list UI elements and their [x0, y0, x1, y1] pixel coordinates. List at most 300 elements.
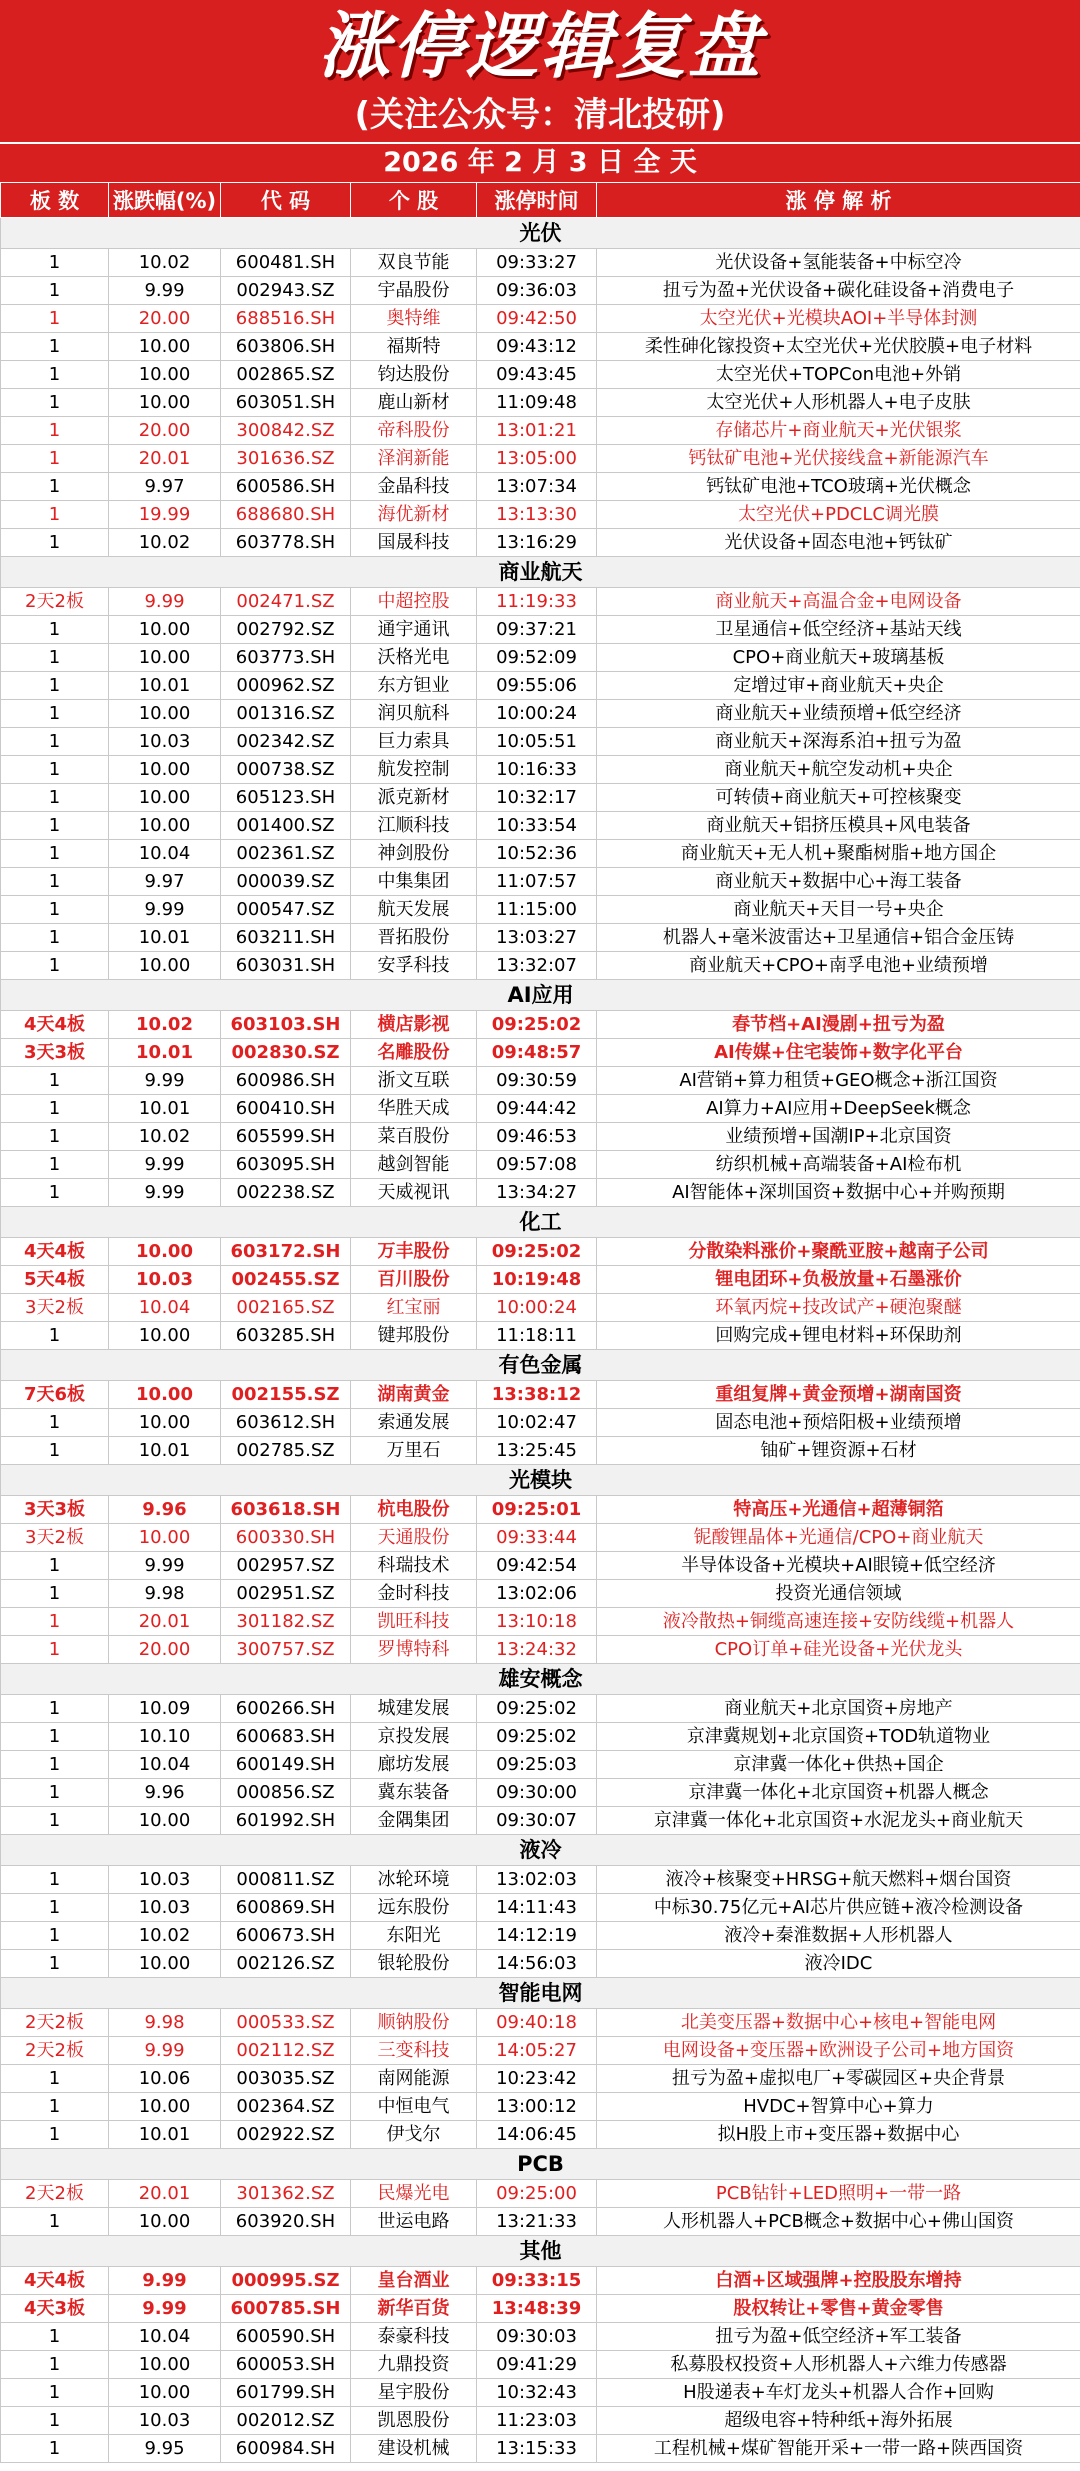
table-row — [1, 896, 1080, 924]
limit-time-cell: 13:48:39 — [477, 2295, 597, 2323]
section-title: AI应用 — [1, 980, 1080, 1011]
code-cell: 603778.SH — [221, 529, 351, 557]
limit-time-cell: 09:30:07 — [477, 1807, 597, 1835]
table-row — [1, 1723, 1080, 1751]
section-title: 雄安概念 — [1, 1664, 1080, 1695]
boards-cell: 1 — [1, 2351, 109, 2379]
header-limit-time: 涨停时间 — [477, 183, 597, 218]
change-pct-cell: 10.03 — [109, 728, 221, 756]
section-header-row — [1, 1350, 1080, 1381]
boards-cell: 1 — [1, 2093, 109, 2121]
change-pct-cell: 9.99 — [109, 2295, 221, 2323]
table-row — [1, 2435, 1080, 2463]
change-pct-cell: 9.96 — [109, 1779, 221, 1807]
limit-time-cell: 09:37:21 — [477, 616, 597, 644]
table-row — [1, 1950, 1080, 1978]
analysis-cell: 液冷散热+铜缆高速连接+安防线缆+机器人 — [597, 1608, 1080, 1636]
change-pct-cell: 10.02 — [109, 249, 221, 277]
stock-name-cell: 伊戈尔 — [351, 2121, 477, 2149]
table-row — [1, 2267, 1080, 2295]
change-pct-cell: 10.00 — [109, 1524, 221, 1552]
table-row — [1, 2009, 1080, 2037]
table-row — [1, 445, 1080, 473]
table-row — [1, 1552, 1080, 1580]
stock-name-cell: 城建发展 — [351, 1695, 477, 1723]
boards-cell: 1 — [1, 952, 109, 980]
table-row — [1, 1381, 1080, 1409]
stock-name-cell: 星宇股份 — [351, 2379, 477, 2407]
change-pct-cell: 9.97 — [109, 868, 221, 896]
stock-name-cell: 凯旺科技 — [351, 1608, 477, 1636]
change-pct-cell: 10.00 — [109, 389, 221, 417]
table-row — [1, 616, 1080, 644]
table-row — [1, 2323, 1080, 2351]
stock-name-cell: 金时科技 — [351, 1580, 477, 1608]
limit-time-cell: 13:15:33 — [477, 2435, 597, 2463]
table-row — [1, 1266, 1080, 1294]
change-pct-cell: 10.00 — [109, 333, 221, 361]
analysis-cell: 电网设备+变压器+欧洲设子公司+地方国资 — [597, 2037, 1080, 2065]
stock-name-cell: 凯恩股份 — [351, 2407, 477, 2435]
section-header-row — [1, 1207, 1080, 1238]
section-title: 光伏 — [1, 218, 1080, 249]
code-cell: 002471.SZ — [221, 588, 351, 616]
analysis-cell: 扭亏为盈+光伏设备+碳化硅设备+消费电子 — [597, 277, 1080, 305]
stock-name-cell: 双良节能 — [351, 249, 477, 277]
table-row — [1, 924, 1080, 952]
analysis-cell: H股递表+车灯龙头+机器人合作+回购 — [597, 2379, 1080, 2407]
change-pct-cell: 9.99 — [109, 1179, 221, 1207]
boards-cell: 1 — [1, 756, 109, 784]
analysis-cell: HVDC+智算中心+算力 — [597, 2093, 1080, 2121]
analysis-cell: 特高压+光通信+超薄铜箔 — [597, 1496, 1080, 1524]
table-row — [1, 2093, 1080, 2121]
boards-cell: 1 — [1, 249, 109, 277]
date-bar: 2026 年 2 月 3 日 全 天 — [0, 142, 1080, 182]
stock-name-cell: 金晶科技 — [351, 473, 477, 501]
limit-time-cell: 09:42:50 — [477, 305, 597, 333]
boards-cell: 4天4板 — [1, 1238, 109, 1266]
stock-name-cell: 泽润新能 — [351, 445, 477, 473]
section-header-row — [1, 1465, 1080, 1496]
limit-time-cell: 13:02:03 — [477, 1866, 597, 1894]
section-header-row — [1, 218, 1080, 249]
code-cell: 000811.SZ — [221, 1866, 351, 1894]
analysis-cell: 京津冀一体化+北京国资+水泥龙头+商业航天 — [597, 1807, 1080, 1835]
table-row — [1, 473, 1080, 501]
limit-time-cell: 09:25:02 — [477, 1723, 597, 1751]
boards-cell: 1 — [1, 2379, 109, 2407]
analysis-cell: 京津冀规划+北京国资+TOD轨道物业 — [597, 1723, 1080, 1751]
limit-time-cell: 13:07:34 — [477, 473, 597, 501]
boards-cell: 1 — [1, 868, 109, 896]
code-cell: 603172.SH — [221, 1238, 351, 1266]
boards-cell: 1 — [1, 812, 109, 840]
analysis-cell: 太空光伏+TOPCon电池+外销 — [597, 361, 1080, 389]
boards-cell: 1 — [1, 1552, 109, 1580]
change-pct-cell: 10.00 — [109, 1381, 221, 1409]
limit-time-cell: 09:25:03 — [477, 1751, 597, 1779]
change-pct-cell: 10.00 — [109, 700, 221, 728]
section-title: 商业航天 — [1, 557, 1080, 588]
limit-time-cell: 09:52:09 — [477, 644, 597, 672]
limit-time-cell: 09:25:02 — [477, 1238, 597, 1266]
change-pct-cell: 10.01 — [109, 1039, 221, 1067]
section-header-row — [1, 980, 1080, 1011]
boards-cell: 1 — [1, 1580, 109, 1608]
limit-time-cell: 11:09:48 — [477, 389, 597, 417]
analysis-cell: 白酒+区域强牌+控股股东增持 — [597, 2267, 1080, 2295]
table-row — [1, 1238, 1080, 1266]
change-pct-cell: 10.04 — [109, 840, 221, 868]
stock-name-cell: 越剑智能 — [351, 1151, 477, 1179]
stock-name-cell: 科瑞技术 — [351, 1552, 477, 1580]
change-pct-cell: 10.01 — [109, 924, 221, 952]
boards-cell: 1 — [1, 1779, 109, 1807]
change-pct-cell: 20.00 — [109, 1636, 221, 1664]
limit-time-cell: 09:30:03 — [477, 2323, 597, 2351]
change-pct-cell: 10.00 — [109, 812, 221, 840]
boards-cell: 2天2板 — [1, 2037, 109, 2065]
stock-name-cell: 三变科技 — [351, 2037, 477, 2065]
limit-time-cell: 09:57:08 — [477, 1151, 597, 1179]
code-cell: 301362.SZ — [221, 2180, 351, 2208]
boards-cell: 1 — [1, 1095, 109, 1123]
analysis-cell: 回购完成+锂电材料+环保助剂 — [597, 1322, 1080, 1350]
limit-time-cell: 09:25:00 — [477, 2180, 597, 2208]
stock-name-cell: 帝科股份 — [351, 417, 477, 445]
limit-time-cell: 14:05:27 — [477, 2037, 597, 2065]
stock-name-cell: 红宝丽 — [351, 1294, 477, 1322]
code-cell: 002238.SZ — [221, 1179, 351, 1207]
header-code: 代 码 — [221, 183, 351, 218]
analysis-cell: 北美变压器+数据中心+核电+智能电网 — [597, 2009, 1080, 2037]
code-cell: 000039.SZ — [221, 868, 351, 896]
boards-cell: 1 — [1, 417, 109, 445]
change-pct-cell: 10.03 — [109, 1866, 221, 1894]
header-analysis: 涨 停 解 析 — [597, 183, 1080, 218]
table-row — [1, 1437, 1080, 1465]
stock-name-cell: 冀东装备 — [351, 1779, 477, 1807]
boards-cell: 1 — [1, 277, 109, 305]
boards-cell: 7天6板 — [1, 1381, 109, 1409]
boards-cell: 1 — [1, 305, 109, 333]
change-pct-cell: 10.04 — [109, 1751, 221, 1779]
stock-name-cell: 东方钽业 — [351, 672, 477, 700]
code-cell: 002943.SZ — [221, 277, 351, 305]
table-row — [1, 672, 1080, 700]
section-header-row — [1, 1835, 1080, 1866]
limit-time-cell: 13:34:27 — [477, 1179, 597, 1207]
code-cell: 002455.SZ — [221, 1266, 351, 1294]
limit-time-cell: 09:40:18 — [477, 2009, 597, 2037]
change-pct-cell: 10.00 — [109, 756, 221, 784]
boards-cell: 1 — [1, 672, 109, 700]
boards-cell: 1 — [1, 728, 109, 756]
code-cell: 600266.SH — [221, 1695, 351, 1723]
analysis-cell: 环氧丙烷+技改试产+硬泡聚醚 — [597, 1294, 1080, 1322]
table-row — [1, 1807, 1080, 1835]
code-cell: 301636.SZ — [221, 445, 351, 473]
limit-time-cell: 14:56:03 — [477, 1950, 597, 1978]
stock-name-cell: 通宇通讯 — [351, 616, 477, 644]
limit-time-cell: 13:01:21 — [477, 417, 597, 445]
boards-cell: 1 — [1, 1636, 109, 1664]
banner — [0, 0, 1080, 142]
table-row — [1, 1524, 1080, 1552]
change-pct-cell: 9.95 — [109, 2435, 221, 2463]
table-row — [1, 1095, 1080, 1123]
analysis-cell: 钙钛矿电池+TCO玻璃+光伏概念 — [597, 473, 1080, 501]
code-cell: 603285.SH — [221, 1322, 351, 1350]
analysis-cell: 锂电团环+负极放量+石墨涨价 — [597, 1266, 1080, 1294]
boards-cell: 1 — [1, 1608, 109, 1636]
code-cell: 002865.SZ — [221, 361, 351, 389]
stock-name-cell: 天威视讯 — [351, 1179, 477, 1207]
limit-time-cell: 10:16:33 — [477, 756, 597, 784]
analysis-cell: AI营销+算力租赁+GEO概念+浙江国资 — [597, 1067, 1080, 1095]
stock-name-cell: 中超控股 — [351, 588, 477, 616]
boards-cell: 3天2板 — [1, 1524, 109, 1552]
table-row — [1, 1922, 1080, 1950]
analysis-cell: 商业航天+深海系泊+扭亏为盈 — [597, 728, 1080, 756]
section-header-row — [1, 1978, 1080, 2009]
code-cell: 600986.SH — [221, 1067, 351, 1095]
limit-time-cell: 09:33:15 — [477, 2267, 597, 2295]
limit-time-cell: 09:42:54 — [477, 1552, 597, 1580]
code-cell: 600149.SH — [221, 1751, 351, 1779]
stock-name-cell: 钧达股份 — [351, 361, 477, 389]
analysis-cell: 固态电池+预焙阳极+业绩预增 — [597, 1409, 1080, 1437]
boards-cell: 1 — [1, 361, 109, 389]
change-pct-cell: 20.00 — [109, 305, 221, 333]
boards-cell: 1 — [1, 2323, 109, 2351]
stock-name-cell: 润贝航科 — [351, 700, 477, 728]
stock-name-cell: 浙文互联 — [351, 1067, 477, 1095]
boards-cell: 1 — [1, 1866, 109, 1894]
analysis-cell: CPO+商业航天+玻璃基板 — [597, 644, 1080, 672]
code-cell: 603773.SH — [221, 644, 351, 672]
analysis-cell: 工程机械+煤矿智能开采+一带一路+陕西国资 — [597, 2435, 1080, 2463]
boards-cell: 1 — [1, 840, 109, 868]
limit-time-cell: 13:10:18 — [477, 1608, 597, 1636]
table-row — [1, 1779, 1080, 1807]
limit-time-cell: 13:21:33 — [477, 2208, 597, 2236]
change-pct-cell: 10.01 — [109, 1095, 221, 1123]
limit-time-cell: 14:06:45 — [477, 2121, 597, 2149]
analysis-cell: 铌酸锂晶体+光通信/CPO+商业航天 — [597, 1524, 1080, 1552]
table-row — [1, 784, 1080, 812]
change-pct-cell: 10.00 — [109, 1950, 221, 1978]
analysis-cell: 卫星通信+低空经济+基站天线 — [597, 616, 1080, 644]
boards-cell: 1 — [1, 924, 109, 952]
limit-time-cell: 09:25:02 — [477, 1695, 597, 1723]
analysis-cell: 商业航天+铝挤压模具+风电装备 — [597, 812, 1080, 840]
boards-cell: 3天3板 — [1, 1496, 109, 1524]
stock-name-cell: 派克新材 — [351, 784, 477, 812]
limit-time-cell: 09:46:53 — [477, 1123, 597, 1151]
analysis-cell: 业绩预增+国潮IP+北京国资 — [597, 1123, 1080, 1151]
code-cell: 002112.SZ — [221, 2037, 351, 2065]
table-row — [1, 1608, 1080, 1636]
analysis-cell: 纺织机械+高端装备+AI检布机 — [597, 1151, 1080, 1179]
limit-time-cell: 10:23:42 — [477, 2065, 597, 2093]
code-cell: 603211.SH — [221, 924, 351, 952]
stock-name-cell: 航发控制 — [351, 756, 477, 784]
change-pct-cell: 9.99 — [109, 277, 221, 305]
table-row — [1, 1751, 1080, 1779]
section-title: 液冷 — [1, 1835, 1080, 1866]
limit-time-cell: 09:33:27 — [477, 249, 597, 277]
change-pct-cell: 10.00 — [109, 361, 221, 389]
boards-cell: 1 — [1, 1922, 109, 1950]
stock-name-cell: 航天发展 — [351, 896, 477, 924]
analysis-cell: 商业航天+北京国资+房地产 — [597, 1695, 1080, 1723]
table-row — [1, 1866, 1080, 1894]
boards-cell: 1 — [1, 1322, 109, 1350]
code-cell: 002951.SZ — [221, 1580, 351, 1608]
analysis-cell: 拟H股上市+变压器+数据中心 — [597, 2121, 1080, 2149]
boards-cell: 1 — [1, 389, 109, 417]
stock-name-cell: 皇台酒业 — [351, 2267, 477, 2295]
limit-time-cell: 11:15:00 — [477, 896, 597, 924]
limit-time-cell: 10:00:24 — [477, 700, 597, 728]
change-pct-cell: 10.00 — [109, 1807, 221, 1835]
change-pct-cell: 9.96 — [109, 1496, 221, 1524]
analysis-cell: 商业航天+天目一号+央企 — [597, 896, 1080, 924]
change-pct-cell: 10.00 — [109, 1238, 221, 1266]
table-row — [1, 2407, 1080, 2435]
table-row — [1, 417, 1080, 445]
table-row — [1, 501, 1080, 529]
change-pct-cell: 10.10 — [109, 1723, 221, 1751]
boards-cell: 1 — [1, 1151, 109, 1179]
table-row — [1, 1894, 1080, 1922]
code-cell: 600330.SH — [221, 1524, 351, 1552]
stock-name-cell: 横店影视 — [351, 1011, 477, 1039]
code-cell: 002342.SZ — [221, 728, 351, 756]
boards-cell: 4天4板 — [1, 2267, 109, 2295]
boards-cell: 1 — [1, 644, 109, 672]
table-row — [1, 1179, 1080, 1207]
stock-name-cell: 廊坊发展 — [351, 1751, 477, 1779]
table-row — [1, 1123, 1080, 1151]
code-cell: 603095.SH — [221, 1151, 351, 1179]
section-header-row — [1, 557, 1080, 588]
header-boards: 板 数 — [1, 183, 109, 218]
code-cell: 001400.SZ — [221, 812, 351, 840]
limit-time-cell: 13:24:32 — [477, 1636, 597, 1664]
table-header-row — [1, 183, 1080, 218]
change-pct-cell: 10.00 — [109, 1322, 221, 1350]
change-pct-cell: 9.99 — [109, 1067, 221, 1095]
stock-name-cell: 名雕股份 — [351, 1039, 477, 1067]
limit-time-cell: 09:55:06 — [477, 672, 597, 700]
change-pct-cell: 20.01 — [109, 445, 221, 473]
boards-cell: 1 — [1, 1123, 109, 1151]
section-header-row — [1, 1664, 1080, 1695]
table-row — [1, 1067, 1080, 1095]
table-row — [1, 728, 1080, 756]
change-pct-cell: 10.02 — [109, 529, 221, 557]
table-row — [1, 1580, 1080, 1608]
stock-name-cell: 京投发展 — [351, 1723, 477, 1751]
code-cell: 600481.SH — [221, 249, 351, 277]
code-cell: 603618.SH — [221, 1496, 351, 1524]
stock-name-cell: 顺钠股份 — [351, 2009, 477, 2037]
code-cell: 002165.SZ — [221, 1294, 351, 1322]
table-row — [1, 2295, 1080, 2323]
table-row — [1, 840, 1080, 868]
analysis-cell: 商业航天+CPO+南孚电池+业绩预增 — [597, 952, 1080, 980]
section-title: 有色金属 — [1, 1350, 1080, 1381]
boards-cell: 1 — [1, 445, 109, 473]
limit-time-cell: 09:36:03 — [477, 277, 597, 305]
change-pct-cell: 20.00 — [109, 417, 221, 445]
boards-cell: 1 — [1, 501, 109, 529]
limit-time-cell: 13:13:30 — [477, 501, 597, 529]
change-pct-cell: 10.00 — [109, 2351, 221, 2379]
analysis-cell: 商业航天+高温合金+电网设备 — [597, 588, 1080, 616]
code-cell: 600590.SH — [221, 2323, 351, 2351]
code-cell: 002830.SZ — [221, 1039, 351, 1067]
limit-time-cell: 09:33:44 — [477, 1524, 597, 1552]
stock-name-cell: 湖南黄金 — [351, 1381, 477, 1409]
limit-time-cell: 11:18:11 — [477, 1322, 597, 1350]
limit-time-cell: 10:00:24 — [477, 1294, 597, 1322]
code-cell: 600785.SH — [221, 2295, 351, 2323]
boards-cell: 3天2板 — [1, 1294, 109, 1322]
change-pct-cell: 10.03 — [109, 1894, 221, 1922]
code-cell: 600683.SH — [221, 1723, 351, 1751]
code-cell: 603920.SH — [221, 2208, 351, 2236]
stock-name-cell: 索通发展 — [351, 1409, 477, 1437]
code-cell: 688680.SH — [221, 501, 351, 529]
limit-time-cell: 14:12:19 — [477, 1922, 597, 1950]
analysis-cell: 商业航天+数据中心+海工装备 — [597, 868, 1080, 896]
stock-name-cell: 沃格光电 — [351, 644, 477, 672]
analysis-cell: AI智能体+深圳国资+数据中心+并购预期 — [597, 1179, 1080, 1207]
boards-cell: 1 — [1, 2065, 109, 2093]
stock-name-cell: 神剑股份 — [351, 840, 477, 868]
change-pct-cell: 9.99 — [109, 588, 221, 616]
stock-name-cell: 巨力索具 — [351, 728, 477, 756]
boards-cell: 1 — [1, 2407, 109, 2435]
table-row — [1, 2180, 1080, 2208]
stock-name-cell: 新华百货 — [351, 2295, 477, 2323]
change-pct-cell: 19.99 — [109, 501, 221, 529]
table-row — [1, 1151, 1080, 1179]
table-row — [1, 249, 1080, 277]
boards-cell: 1 — [1, 1950, 109, 1978]
table-row — [1, 952, 1080, 980]
table-row — [1, 2121, 1080, 2149]
analysis-cell: 商业航天+业绩预增+低空经济 — [597, 700, 1080, 728]
change-pct-cell: 10.02 — [109, 1922, 221, 1950]
change-pct-cell: 9.99 — [109, 1151, 221, 1179]
code-cell: 688516.SH — [221, 305, 351, 333]
limit-time-cell: 13:00:12 — [477, 2093, 597, 2121]
table-row — [1, 1496, 1080, 1524]
change-pct-cell: 10.02 — [109, 1011, 221, 1039]
stock-name-cell: 东阳光 — [351, 1922, 477, 1950]
analysis-cell: 人形机器人+PCB概念+数据中心+佛山国资 — [597, 2208, 1080, 2236]
analysis-cell: 扭亏为盈+虚拟电厂+零碳园区+央企背景 — [597, 2065, 1080, 2093]
limit-time-cell: 13:05:00 — [477, 445, 597, 473]
change-pct-cell: 10.00 — [109, 784, 221, 812]
table-row — [1, 2037, 1080, 2065]
change-pct-cell: 9.99 — [109, 1552, 221, 1580]
